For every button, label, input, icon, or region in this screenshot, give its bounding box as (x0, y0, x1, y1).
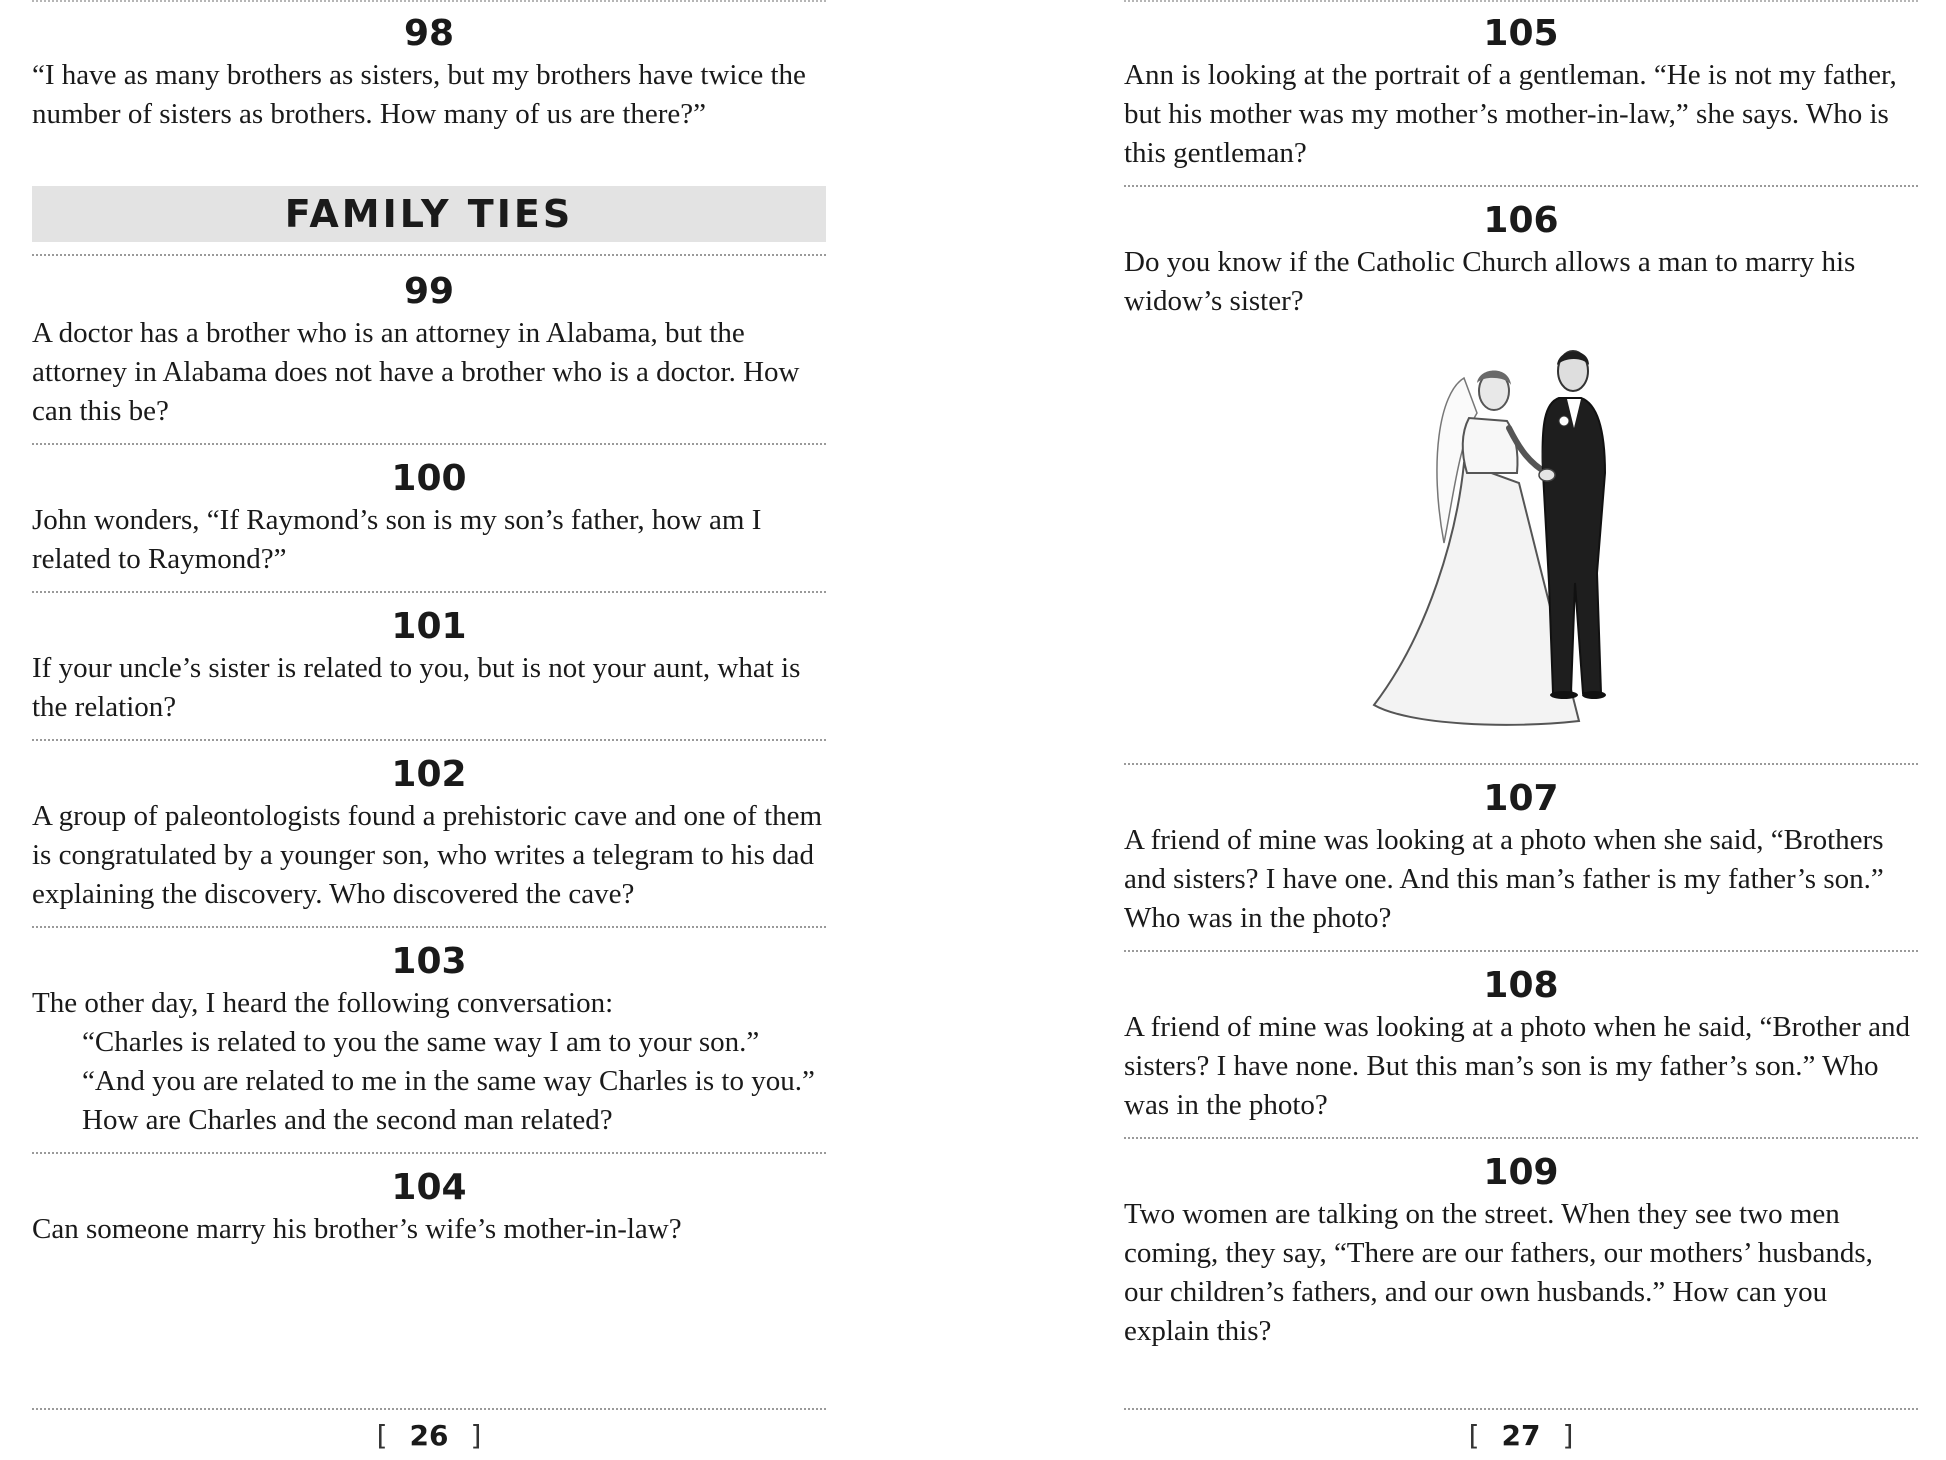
puzzle-text: Can someone marry his brother’s wife’s mother-in-law? (32, 1213, 682, 1245)
page-folio (1124, 1416, 1918, 1460)
folio-bracket-close: ] (470, 1419, 482, 1452)
puzzle-number: 100 (391, 458, 467, 499)
puzzle-number: 104 (391, 1167, 467, 1208)
section-title: FAMILY TIES (32, 186, 826, 242)
puzzle-text: A doctor has a brother who is an attorney in Alabama, but the attorney in Alabama does not have a brother who is a doctor. How can this be? (32, 317, 800, 427)
puzzle-text (32, 984, 826, 1140)
top-divider (1124, 0, 1918, 2)
page-footer (1124, 1408, 1918, 1460)
puzzle-100 (32, 457, 826, 593)
puzzle-number: 99 (403, 271, 455, 312)
puzzle-104 (32, 1166, 826, 1261)
puzzle-text: If your uncle’s sister is related to you, but is not your aunt, what is the relation? (32, 652, 801, 723)
footer-divider (1124, 1408, 1918, 1410)
puzzle-text: Two women are talking on the street. When they see two men coming, they say, “There are our fathers, our mothers’ husbands, our children’s fathers, and our own husbands.” How can you explain this? (1124, 1198, 1873, 1347)
page-number: 27 (1501, 1419, 1541, 1452)
footer-divider (32, 1408, 826, 1410)
conversation-line: “And you are related to me in the same way Charles is to you.” (82, 1065, 815, 1097)
page-folio (32, 1416, 826, 1460)
puzzle-text: A friend of mine was looking at a photo when she said, “Brothers and sisters? I have one. And this man’s father is my father’s son.” Who was in the photo? (1124, 824, 1884, 934)
puzzle-number: 106 (1483, 200, 1559, 241)
puzzle-number: 109 (1483, 1152, 1559, 1193)
page-footer (32, 1408, 826, 1460)
left-page (32, 0, 826, 1460)
puzzle-number: 102 (391, 754, 467, 795)
puzzle-106 (1124, 199, 1918, 321)
folio-bracket-open: [ (376, 1419, 388, 1452)
folio-bracket-close: ] (1562, 1419, 1574, 1452)
puzzle-number: 103 (391, 941, 467, 982)
conversation-question: How are Charles and the second man related? (82, 1104, 613, 1136)
wedding-couple-illustration (1124, 321, 1918, 765)
puzzle-number: 105 (1483, 13, 1559, 54)
puzzle-text: Ann is looking at the portrait of a gentleman. “He is not my father, but his mother was my mother’s mother-in-law,” she says. Who is this gentleman? (1124, 59, 1897, 169)
puzzle-text: A group of paleontologists found a prehistoric cave and one of them is congratulated by a younger son, who writes a telegram to his dad explaining the discovery. Who discovered the cave? (32, 800, 823, 910)
puzzle-number: 108 (1483, 965, 1559, 1006)
puzzle-105 (1124, 12, 1918, 187)
puzzle-text: Do you know if the Catholic Church allows a man to marry his widow’s sister? (1124, 246, 1856, 317)
puzzle-number: 98 (403, 13, 455, 54)
section-divider (32, 254, 826, 256)
puzzle-107 (1124, 777, 1918, 952)
folio-bracket-open: [ (1468, 1419, 1480, 1452)
bride-groom-illustration (1369, 333, 1639, 728)
puzzle-number: 101 (391, 606, 467, 647)
puzzle-98 (32, 12, 826, 146)
puzzle-109 (1124, 1151, 1918, 1363)
puzzle-108 (1124, 964, 1918, 1139)
puzzle-text: John wonders, “If Raymond’s son is my son’s father, how am I related to Raymond?” (32, 504, 762, 575)
puzzle-number: 107 (1483, 778, 1559, 819)
right-page (1124, 0, 1918, 1460)
puzzle-103 (32, 940, 826, 1154)
page-number: 26 (409, 1419, 449, 1452)
conversation-line: “Charles is related to you the same way I am to your son.” (82, 1026, 760, 1058)
puzzle-101 (32, 605, 826, 741)
top-divider (32, 0, 826, 2)
puzzle-102 (32, 753, 826, 928)
puzzle-text: A friend of mine was looking at a photo when he said, “Brother and sisters? I have none. But this man’s son is my father’s son.” Who was in the photo? (1124, 1011, 1911, 1121)
conversation-intro: The other day, I heard the following conversation: (32, 987, 614, 1019)
puzzle-text: “I have as many brothers as sisters, but my brothers have twice the number of sisters as brothers. How many of us are there?” (32, 59, 806, 130)
puzzle-99 (32, 270, 826, 445)
